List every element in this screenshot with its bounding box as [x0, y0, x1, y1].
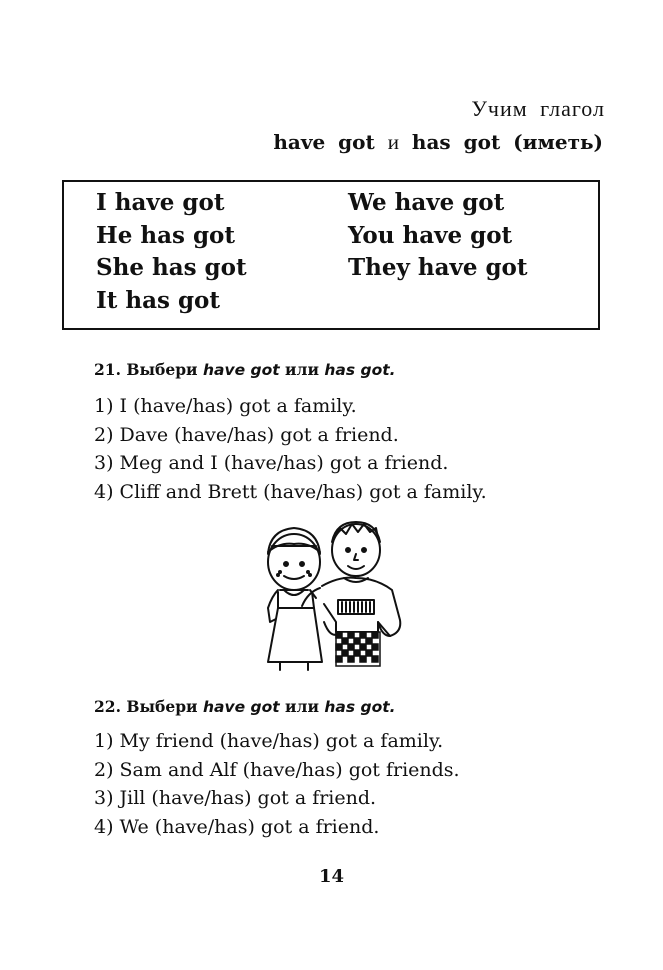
exercise-item: 1) My friend (have/has) got a family.: [94, 730, 444, 752]
conjugation-row: It has got: [96, 286, 221, 314]
exercise-item: 1) I (have/has) got a family.: [94, 395, 357, 417]
subtitle-conjunction: и: [387, 130, 399, 154]
exercise-22-items: [94, 727, 460, 841]
two-children-illustration: [250, 512, 414, 672]
exercise-connector: или: [285, 360, 319, 379]
exercise-instruction: Выбери: [126, 697, 198, 716]
conjugation-row: I have got: [96, 189, 225, 216]
subtitle-have-got: have got: [273, 130, 375, 154]
exercise-number: 21.: [94, 360, 121, 379]
exercise-item: 3) Meg and I (have/has) got a friend.: [94, 452, 449, 474]
exercise-number: 22.: [94, 697, 121, 716]
exercise-option-has-got: has got.: [324, 361, 396, 379]
exercise-22-heading: [94, 697, 396, 716]
exercise-item: 4) Cliff and Brett (have/has) got a family.: [94, 480, 487, 503]
conjugation-row: They have got: [348, 254, 528, 281]
conjugation-row: She has got: [96, 254, 247, 281]
lesson-title: Учим глагол: [471, 96, 605, 121]
exercise-item: 3) Jill (have/has) got a friend.: [94, 787, 377, 809]
conjugation-table: [62, 180, 600, 330]
exercise-option-have-got: have got: [202, 361, 280, 379]
lesson-subtitle: [273, 130, 603, 155]
exercise-21-heading: [94, 360, 396, 379]
exercise-item: 2) Dave (have/has) got a friend.: [94, 423, 399, 446]
exercise-item: 2) Sam and Alf (have/has) got friends.: [94, 758, 460, 781]
exercise-21-items: [94, 392, 487, 506]
subtitle-has-got: has got: [411, 130, 501, 154]
exercise-option-has-got: has got.: [324, 698, 396, 716]
conjugation-singular-column: [96, 188, 247, 318]
conjugation-row: We have got: [348, 189, 505, 216]
exercise-item: 4) We (have/has) got a friend.: [94, 815, 380, 838]
conjugation-plural-column: [348, 188, 528, 286]
conjugation-row: You have got: [348, 221, 513, 249]
page-number: 14: [318, 866, 345, 887]
subtitle-translation: (иметь): [513, 130, 603, 154]
exercise-connector: или: [285, 697, 319, 716]
conjugation-row: He has got: [96, 221, 235, 249]
exercise-option-have-got: have got: [202, 698, 280, 716]
exercise-instruction: Выбери: [126, 360, 198, 379]
